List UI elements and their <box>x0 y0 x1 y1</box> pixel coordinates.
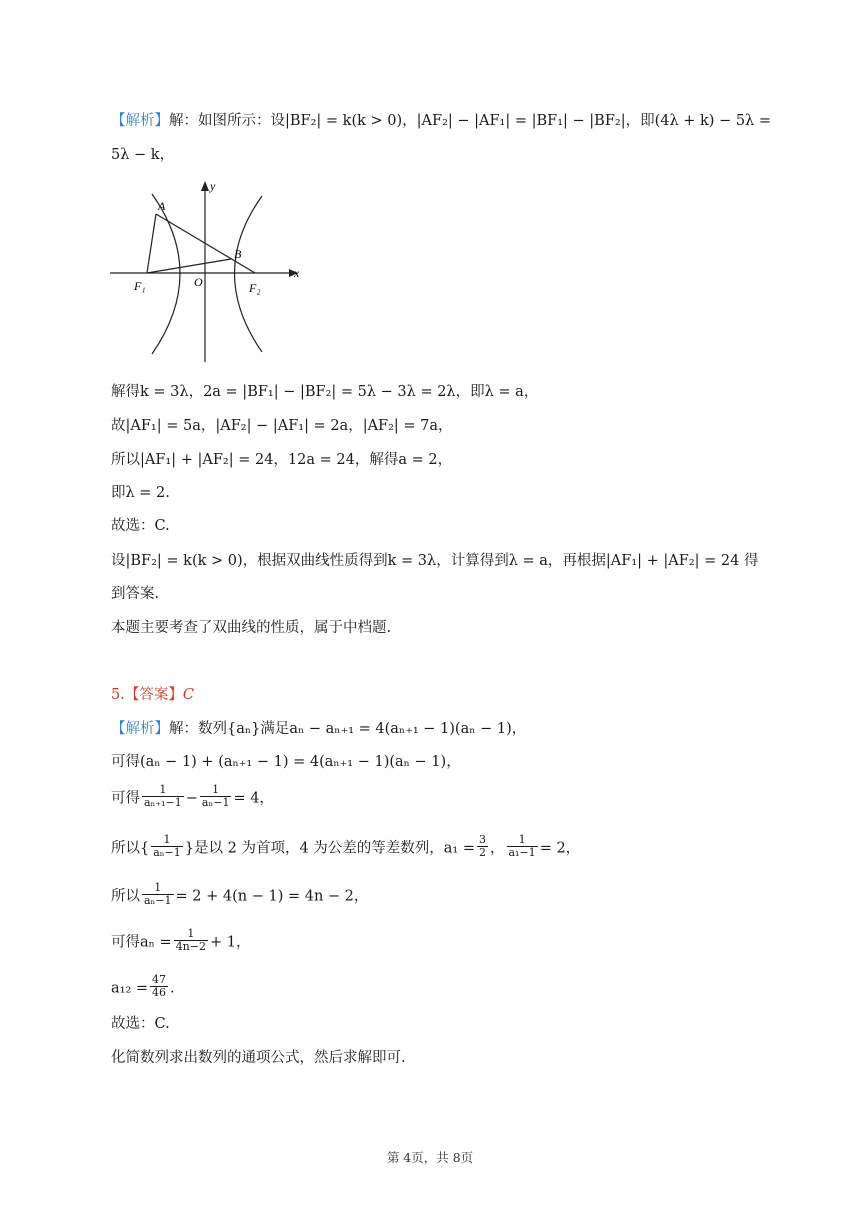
analysis-line-5: 所以|AF₁| + |AF₂| = 24，12a = 24，解得a = 2， <box>111 452 453 468</box>
label-F1: F₁ <box>134 279 146 293</box>
text: + 1， <box>210 934 251 951</box>
q5-analysis-line-9: 化简数列求出数列的通项公式，然后求解即可. <box>111 1050 406 1066</box>
text: a₁₂ = <box>111 980 149 997</box>
denominator: aₙ₊₁−1 <box>144 796 182 809</box>
denominator: 46 <box>152 986 167 999</box>
q5-analysis-line-2: 可得(aₙ − 1) + (aₙ₊₁ − 1) = 4(aₙ₊₁ − 1)(aₙ − 1)， <box>111 754 461 770</box>
q5-analysis-line-3 <box>111 783 274 811</box>
denominator: aₙ−1 <box>201 796 230 809</box>
analysis-line-6: 即λ = 2. <box>111 485 170 501</box>
text: − <box>185 790 198 807</box>
q5-analysis-tag: 【解析】 <box>111 721 169 737</box>
fraction <box>142 882 174 907</box>
fraction <box>142 784 184 809</box>
numerator: 47 <box>152 973 167 986</box>
denominator: 2 <box>479 846 486 859</box>
page-footer: 第 4页，共 8页 <box>386 1150 474 1165</box>
q5-analysis-line-7 <box>111 973 175 1001</box>
text: = 4， <box>233 790 274 807</box>
analysis-line-8: 设|BF₂| = k(k > 0)，根据双曲线性质得到k = 3λ，计算得到λ = a，再根据|AF₁| + |AF₂| = 24 得 <box>111 553 759 569</box>
analysis-text: 解：如图所示：设|BF₂| = k(k > 0)，|AF₂| − |AF₁| = |BF₁| − |BF₂|，即(4λ + k) − 5λ = <box>169 113 772 129</box>
q5-analysis-line-8: 故选：C. <box>111 1016 170 1032</box>
analysis-line-9: 到答案. <box>111 586 160 602</box>
hyperbola-figure <box>108 176 304 366</box>
q5-analysis-line-1 <box>111 719 526 739</box>
numerator: 1 <box>174 928 208 941</box>
analysis-line-1 <box>111 111 771 131</box>
q5-analysis-line-4 <box>111 833 581 861</box>
label-B: B <box>234 247 242 261</box>
fraction <box>200 784 232 809</box>
answer-value: C <box>182 687 194 703</box>
fraction <box>150 974 168 999</box>
text: = 2， <box>539 840 581 857</box>
q5-analysis-text: 解：数列{aₙ}满足aₙ − aₙ₊₁ = 4(aₙ₊₁ − 1)(aₙ − 1)， <box>169 721 527 737</box>
label-F2: F₂ <box>249 281 261 295</box>
analysis-line-10: 本题主要考查了双曲线的性质，属于中档题. <box>111 620 392 636</box>
hyperbola-right-branch <box>235 196 263 352</box>
numerator: 3 <box>479 833 486 846</box>
q5-analysis-line-6 <box>111 927 251 955</box>
text: 所以{ <box>111 840 150 857</box>
numerator: 1 <box>142 882 174 895</box>
label-x: x <box>294 266 300 280</box>
label-A: A <box>158 199 166 213</box>
fraction <box>151 834 183 859</box>
text: 可得 <box>111 790 140 807</box>
text: ， <box>490 840 505 857</box>
numerator: 1 <box>151 834 183 847</box>
q5-analysis-line-5 <box>111 881 369 909</box>
fraction <box>477 834 488 859</box>
analysis-line-4: 故|AF₁| = 5a，|AF₂| − |AF₁| = 2a，|AF₂| = 7a， <box>111 418 453 434</box>
analysis-line-3: 解得k = 3λ，2a = |BF₁| − |BF₂| = 5λ − 3λ = 2λ，即λ = a， <box>111 384 539 400</box>
denominator: aₙ−1 <box>153 846 181 859</box>
fraction <box>507 834 538 859</box>
y-axis-arrow <box>201 181 209 191</box>
denominator: aₙ−1 <box>144 894 172 907</box>
denominator: a₁−1 <box>508 846 536 859</box>
numerator: 1 <box>142 784 184 797</box>
text: }是以 2 为首项，4 为公差的等差数列，a₁ = <box>184 840 475 857</box>
analysis-tag: 【解析】 <box>111 113 169 129</box>
numerator: 1 <box>507 834 538 847</box>
numerator: 1 <box>200 784 232 797</box>
segment-AF1 <box>147 214 156 273</box>
analysis-line-2: 5λ − k， <box>111 147 175 163</box>
label-y: y <box>210 179 216 193</box>
segment-F1B <box>147 259 231 273</box>
text: . <box>170 980 175 997</box>
fraction <box>174 928 208 953</box>
text: 所以 <box>111 888 140 905</box>
label-O: O <box>194 275 203 289</box>
analysis-line-7: 故选：C. <box>111 518 170 534</box>
question-number: 5. <box>111 687 125 703</box>
hyperbola-left-branch <box>152 194 180 354</box>
text: 可得aₙ = <box>111 934 172 951</box>
denominator: 4n−2 <box>175 940 206 953</box>
question-5-answer <box>111 685 194 705</box>
answer-tag: 【答案】 <box>124 687 183 703</box>
text: = 2 + 4(n − 1) = 4n − 2， <box>175 888 369 905</box>
